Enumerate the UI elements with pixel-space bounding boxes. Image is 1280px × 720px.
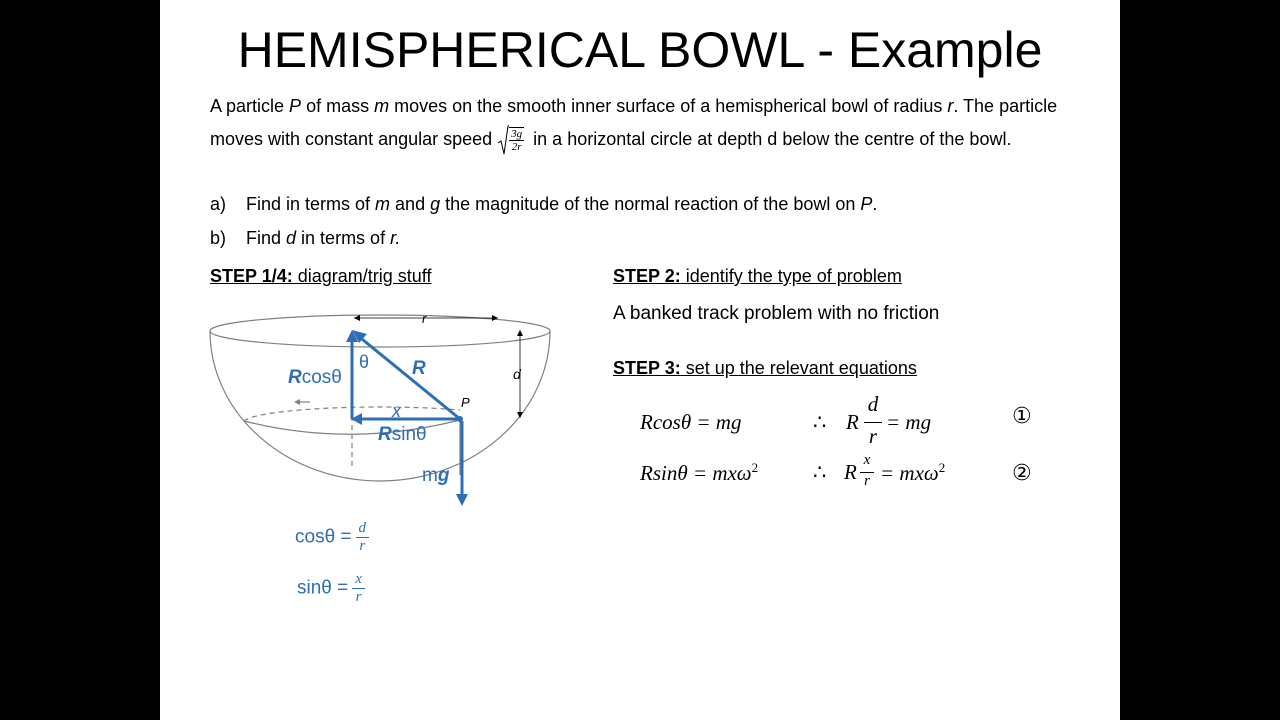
radius-label: r (422, 311, 427, 326)
R-label: R (412, 358, 426, 379)
slide (160, 0, 1120, 720)
cos-relation (295, 520, 369, 555)
var: m (375, 194, 391, 214)
point-P-label: P (461, 395, 470, 410)
hemisphere-bowl (210, 315, 550, 481)
text: in a horizontal circle at depth d below the centre of the bowl. (528, 129, 1012, 149)
bowl-diagram (160, 290, 580, 520)
therefore-symbol: ∴ (813, 410, 827, 434)
question-label: a) (210, 194, 227, 214)
text: Find (246, 228, 287, 248)
exponent: 2 (751, 460, 759, 475)
angular-speed-sqrt (497, 127, 524, 153)
step1-heading (210, 266, 431, 287)
equation-1-tag: ① (1012, 404, 1032, 429)
mg-label (422, 465, 450, 486)
bowl-rim (210, 315, 550, 347)
step-label: STEP 2: (613, 266, 681, 286)
equation-1-denominator: r (868, 424, 878, 448)
R-bold: R (378, 424, 392, 445)
var: d (286, 228, 297, 248)
var-P: P (289, 96, 302, 116)
var-r: r (947, 96, 954, 116)
cos-numerator: d (356, 520, 370, 538)
equation-2-left-text: Rsinθ = mxω (640, 461, 752, 485)
equation-2-tag: ② (1012, 461, 1032, 486)
step-label: STEP 1/4: (210, 266, 293, 286)
question-b (210, 228, 400, 249)
theta-label: θ (359, 352, 370, 372)
text: A particle (210, 96, 290, 116)
var-m: m (374, 96, 390, 116)
equation-1-rhs: = mg (886, 410, 932, 434)
R-bold: R (288, 367, 302, 388)
equation-2-numerator: x (863, 452, 871, 468)
particle-P (457, 416, 463, 422)
text: the magnitude of the normal reaction of the bowl on (440, 194, 861, 214)
step-text: identify the type of problem (680, 266, 902, 286)
step-text: diagram/trig stuff (292, 266, 432, 286)
Rsin-label (378, 424, 427, 445)
question-label: b) (210, 228, 227, 248)
equation-2-rhs (880, 460, 945, 486)
radical-sign (497, 125, 509, 155)
sin-denominator: r (355, 589, 362, 605)
sin-fraction (352, 571, 365, 606)
text: . The particle moves with constant angular speed (210, 96, 1058, 149)
sin-text: sinθ (391, 424, 427, 445)
sin-label: sinθ = (297, 577, 349, 599)
cos-denominator: r (359, 538, 366, 554)
var: r. (390, 228, 401, 248)
step3-heading (613, 358, 917, 379)
depth-label: d (513, 366, 521, 382)
step-label: STEP 3: (613, 358, 681, 378)
question-a (210, 194, 877, 215)
equation-1-left: Rcosθ = mg (640, 410, 742, 434)
text: of mass (301, 96, 375, 116)
arrowhead (456, 494, 468, 506)
text: Find in terms of (246, 194, 376, 214)
var: P (860, 194, 873, 214)
equation-2-denominator: r (864, 473, 870, 489)
normal-reaction-vector (357, 335, 460, 419)
equation-2-rhs-text: = mxω (880, 461, 939, 485)
cos-text: cosθ (301, 367, 342, 388)
slide-title: HEMISPHERICAL BOWL - Example (237, 22, 1043, 78)
x-label: x (392, 401, 401, 421)
sqrt-numerator: 3g (511, 128, 523, 141)
Rcos-label (288, 367, 342, 388)
therefore-symbol: ∴ (813, 460, 827, 484)
problem-statement (210, 90, 1090, 156)
text: in terms of (296, 228, 391, 248)
sin-numerator: x (352, 571, 365, 589)
equation-1-numerator: d (867, 392, 879, 416)
text: and (390, 194, 431, 214)
fraction-bar (864, 422, 882, 423)
text: . (872, 194, 878, 214)
step2-answer: A banked track problem with no friction (613, 303, 940, 324)
var: g (430, 194, 441, 214)
equation-1-R: R (846, 410, 859, 434)
cos-fraction (356, 520, 370, 555)
exponent: 2 (938, 460, 946, 475)
cos-label: cosθ = (295, 526, 352, 548)
text: moves on the smooth inner surface of a hemispherical bowl of radius (389, 96, 948, 116)
step2-heading (613, 266, 902, 287)
g-bold: g (437, 465, 450, 486)
equation-2-R: R (844, 460, 857, 484)
m-text: m (422, 465, 438, 486)
equation-2-left (640, 460, 758, 486)
step-text: set up the relevant equations (680, 358, 917, 378)
sqrt-denominator: 2r (511, 141, 522, 154)
sin-relation (297, 571, 365, 606)
